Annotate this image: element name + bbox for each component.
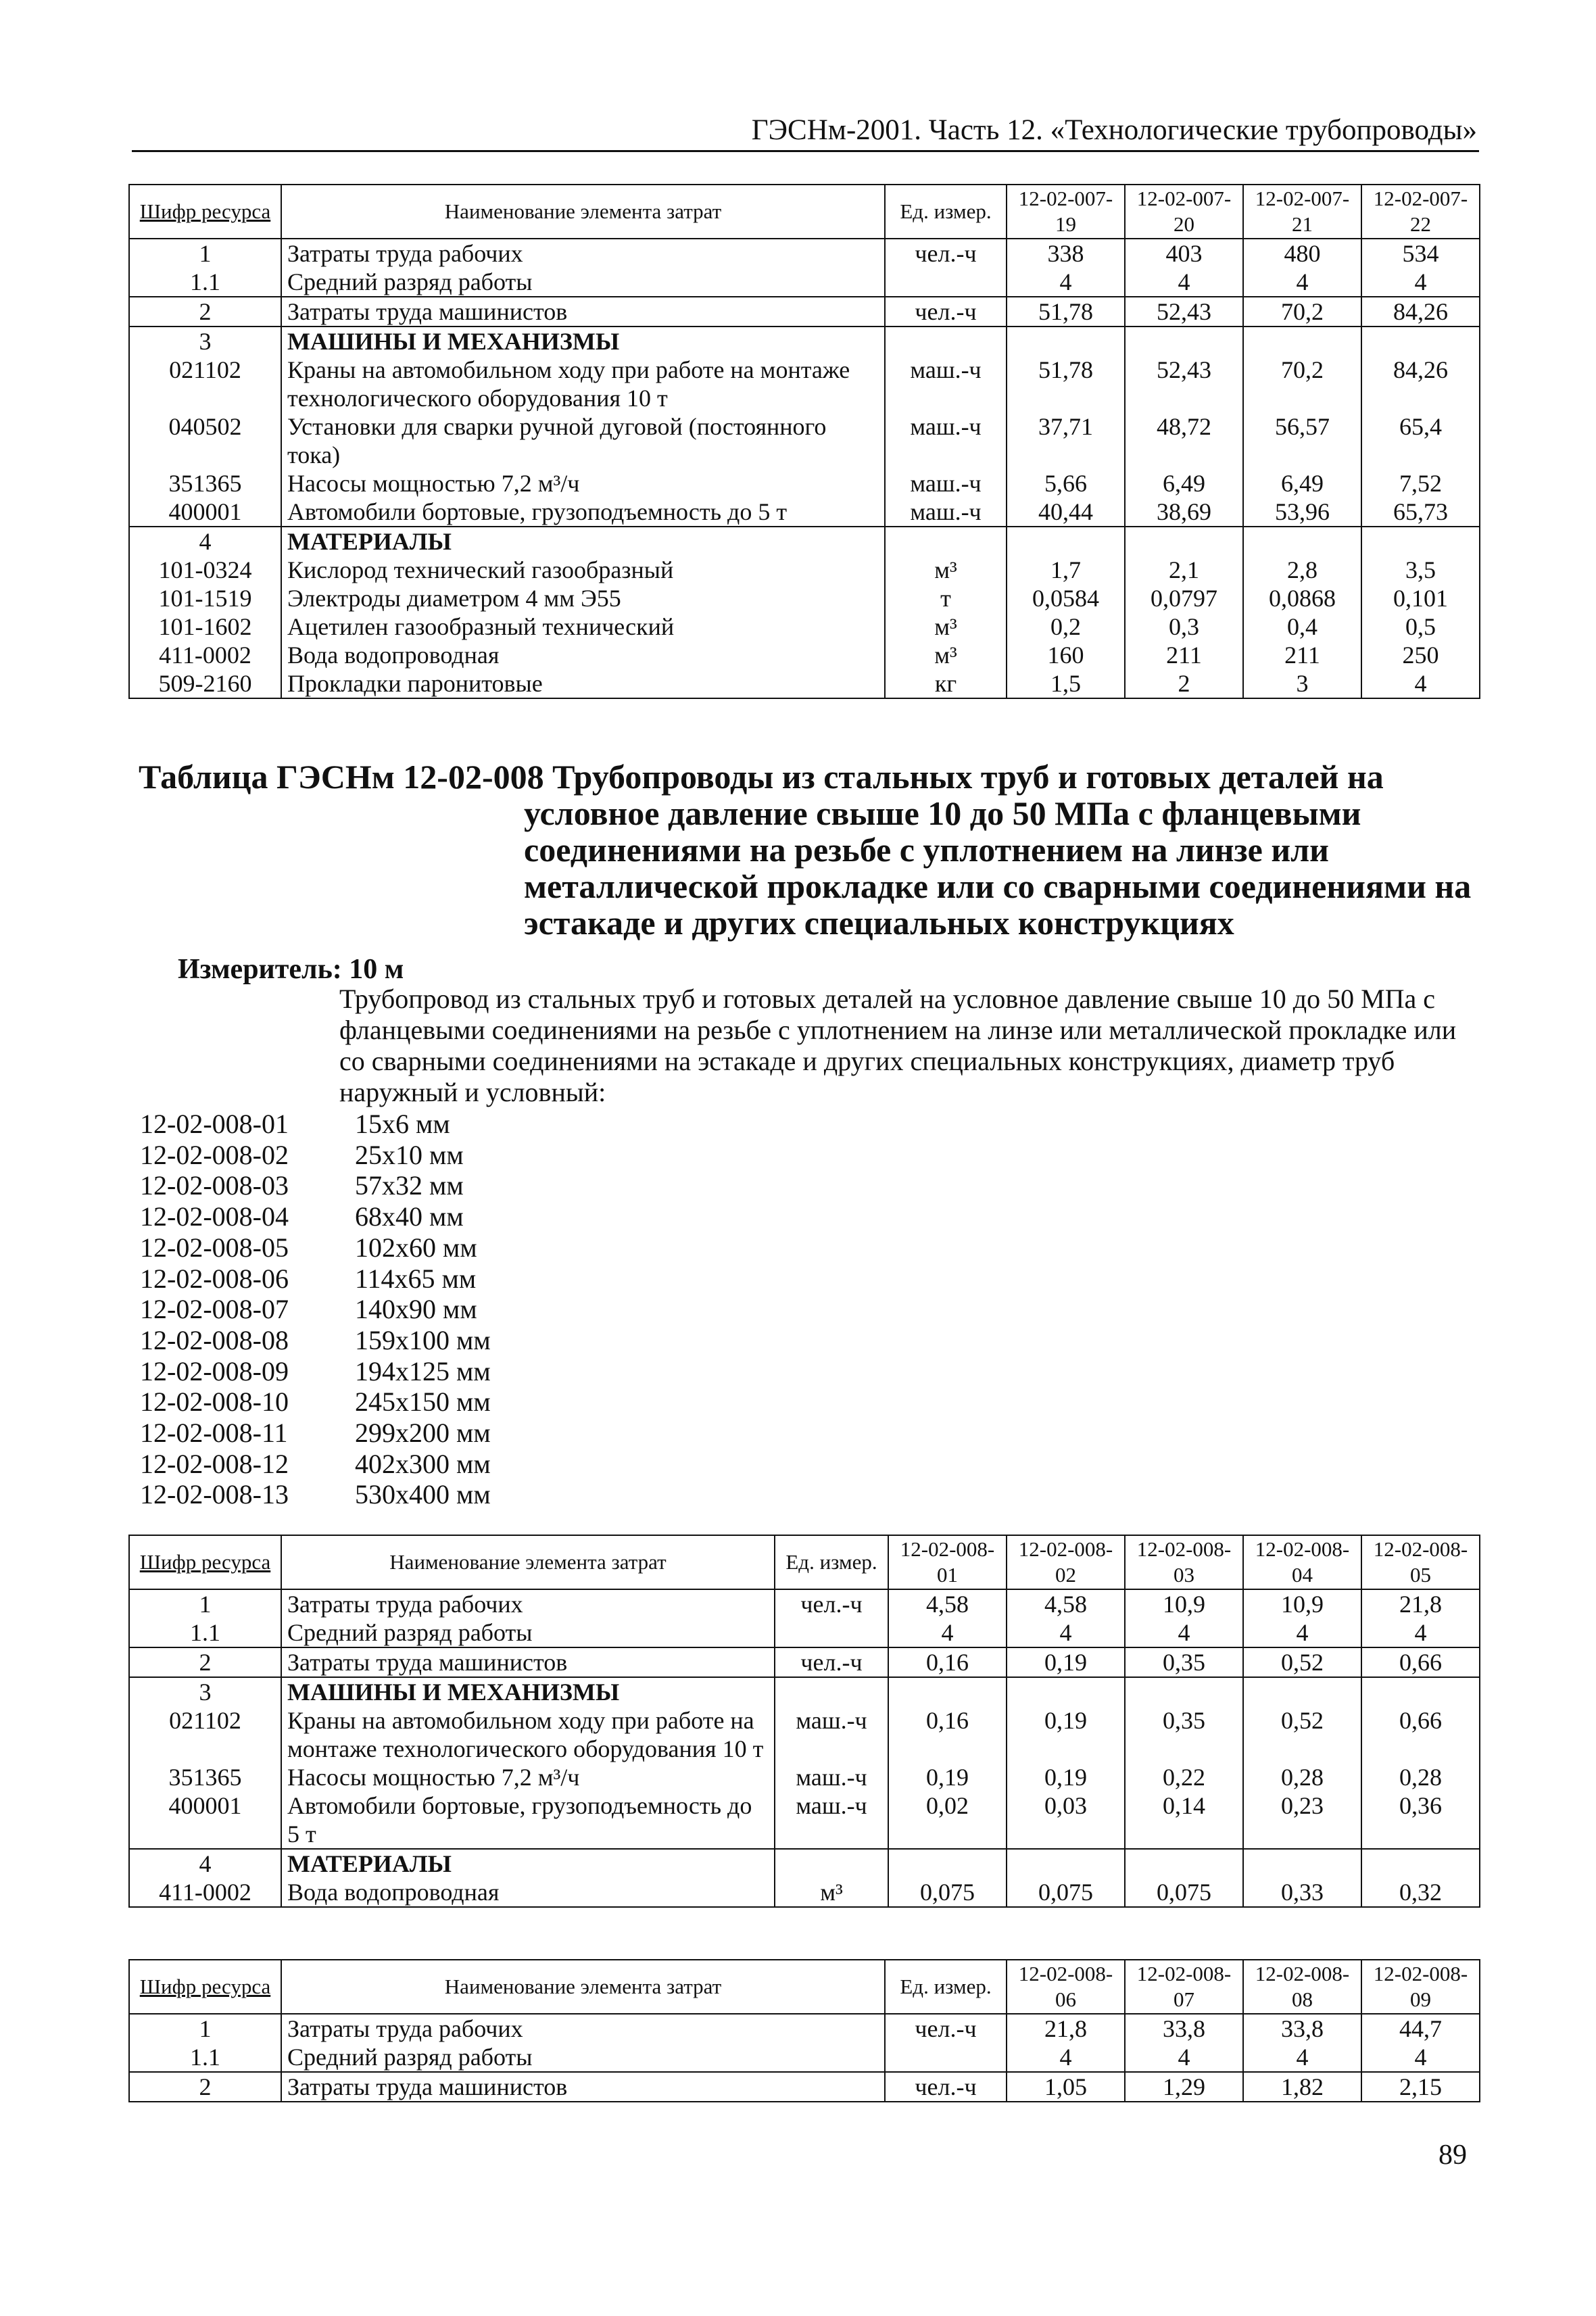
value-cell: 0,28 — [1361, 1763, 1480, 1791]
norm-item-list — [140, 1109, 491, 1510]
header-rule — [132, 150, 1479, 152]
value-cell: 0,0797 — [1125, 584, 1243, 612]
value-cell: 0,16 — [888, 1647, 1007, 1677]
col-header-code: Шифр ресурса — [129, 185, 281, 239]
norm-item-diameter: 194x125 мм — [355, 1355, 491, 1386]
col-header-norm: 12-02-007-22 — [1361, 185, 1480, 239]
value-cell: 2 — [1125, 669, 1243, 698]
value-cell: 0,36 — [1361, 1791, 1480, 1849]
unit-cell: м³ — [885, 641, 1007, 669]
value-cell: 21,8 — [1361, 1589, 1480, 1618]
value-cell: 53,96 — [1243, 498, 1361, 527]
table-row — [129, 2014, 1480, 2043]
norm-item-code: 12-02-008-09 — [140, 1355, 289, 1386]
table-row — [129, 2072, 1480, 2102]
value-cell: 0,52 — [1243, 1647, 1361, 1677]
col-header-unit: Ед. измер. — [775, 1535, 888, 1589]
value-cell: 0,02 — [888, 1791, 1007, 1849]
value-cell: 0,22 — [1125, 1763, 1243, 1791]
table-row — [129, 527, 1480, 556]
section-title — [139, 758, 1484, 941]
table-row — [129, 612, 1480, 641]
value-cell — [1007, 327, 1125, 356]
col-header-norm: 12-02-008-09 — [1361, 1960, 1480, 2014]
unit-cell: маш.-ч — [885, 469, 1007, 498]
norm-item-code: 12-02-008-05 — [140, 1232, 289, 1263]
cost-element-name: Затраты труда рабочих — [281, 1589, 775, 1618]
value-cell: 0,52 — [1243, 1706, 1361, 1763]
resource-code: 040502 — [129, 412, 281, 469]
value-cell: 338 — [1007, 239, 1125, 268]
norm-item-code: 12-02-008-06 — [140, 1263, 289, 1294]
value-cell: 4,58 — [1007, 1589, 1125, 1618]
resource-code: 1.1 — [129, 1618, 281, 1647]
value-cell — [1243, 327, 1361, 356]
resource-code: 351365 — [129, 1763, 281, 1791]
norm-item-code: 12-02-008-13 — [140, 1479, 289, 1510]
norm-item — [140, 1109, 491, 1140]
value-cell: 44,7 — [1361, 2014, 1480, 2043]
value-cell: 51,78 — [1007, 297, 1125, 327]
table-row — [129, 1589, 1480, 1618]
norm-item — [140, 1263, 491, 1295]
value-cell — [1361, 1849, 1480, 1878]
col-header-name: Наименование элемента затрат — [281, 1535, 775, 1589]
norm-item — [140, 1479, 491, 1510]
value-cell — [1125, 527, 1243, 556]
norm-item — [140, 1325, 491, 1356]
cost-element-name: Затраты труда машинистов — [281, 2072, 885, 2102]
norm-item — [140, 1140, 491, 1171]
page-number: 89 — [1438, 2140, 1467, 2171]
cost-element-name: Вода водопроводная — [281, 1878, 775, 1907]
value-cell: 0,3 — [1125, 612, 1243, 641]
value-cell — [1125, 1849, 1243, 1878]
value-cell: 52,43 — [1125, 297, 1243, 327]
resource-code: 509-2160 — [129, 669, 281, 698]
col-header-norm: 12-02-008-01 — [888, 1535, 1007, 1589]
unit-cell: чел.-ч — [885, 2072, 1007, 2102]
value-cell: 0,32 — [1361, 1878, 1480, 1907]
value-cell: 0,19 — [888, 1763, 1007, 1791]
cost-element-name: Насосы мощностью 7,2 м³/ч — [281, 469, 885, 498]
norm-item-diameter: 68x40 мм — [355, 1201, 464, 1232]
cost-element-name: Автомобили бортовые, грузоподъемность до 5 т — [281, 498, 885, 527]
value-cell: 84,26 — [1361, 356, 1480, 412]
norm-item — [140, 1449, 491, 1480]
col-header-unit: Ед. измер. — [885, 1960, 1007, 2014]
unit-cell: маш.-ч — [885, 498, 1007, 527]
table-row — [129, 641, 1480, 669]
value-cell: 211 — [1243, 641, 1361, 669]
table-row — [129, 239, 1480, 268]
table-row — [129, 556, 1480, 584]
unit-cell: чел.-ч — [775, 1589, 888, 1618]
unit-cell — [775, 1849, 888, 1878]
cost-element-name: МАШИНЫ И МЕХАНИЗМЫ — [281, 327, 885, 356]
value-cell: 1,05 — [1007, 2072, 1125, 2102]
norm-item-diameter: 159x100 мм — [355, 1324, 491, 1355]
cost-element-name: Средний разряд работы — [281, 268, 885, 297]
value-cell: 3 — [1243, 669, 1361, 698]
resource-code: 101-1602 — [129, 612, 281, 641]
norm-item-code: 12-02-008-11 — [140, 1418, 288, 1449]
value-cell: 4 — [1243, 268, 1361, 297]
col-header-code: Шифр ресурса — [129, 1960, 281, 2014]
col-header-name: Наименование элемента затрат — [281, 1960, 885, 2014]
value-cell: 4 — [1361, 2043, 1480, 2072]
value-cell: 4 — [1243, 2043, 1361, 2072]
unit-cell: чел.-ч — [885, 2014, 1007, 2043]
value-cell: 40,44 — [1007, 498, 1125, 527]
cost-element-name: Ацетилен газообразный технический — [281, 612, 885, 641]
unit-cell: чел.-ч — [885, 239, 1007, 268]
unit-cell: маш.-ч — [775, 1763, 888, 1791]
resource-code: 400001 — [129, 498, 281, 527]
table-row — [129, 1647, 1480, 1677]
cost-element-name: Краны на автомобильном ходу при работе на монтаже технологического оборудования 10 т — [281, 1706, 775, 1763]
value-cell: 0,23 — [1243, 1791, 1361, 1849]
value-cell: 48,72 — [1125, 412, 1243, 469]
col-header-norm: 12-02-008-08 — [1243, 1960, 1361, 2014]
col-header-norm: 12-02-007-19 — [1007, 185, 1125, 239]
table-row — [129, 1763, 1480, 1791]
unit-cell — [885, 327, 1007, 356]
value-cell: 10,9 — [1125, 1589, 1243, 1618]
value-cell: 4 — [1243, 1618, 1361, 1647]
value-cell: 1,82 — [1243, 2072, 1361, 2102]
norm-item-diameter: 299x200 мм — [355, 1418, 491, 1449]
unit-cell: чел.-ч — [775, 1647, 888, 1677]
resource-code: 400001 — [129, 1791, 281, 1849]
norm-item — [140, 1294, 491, 1325]
value-cell: 4 — [1125, 2043, 1243, 2072]
value-cell: 403 — [1125, 239, 1243, 268]
value-cell: 0,101 — [1361, 584, 1480, 612]
unit-cell — [885, 527, 1007, 556]
value-cell: 84,26 — [1361, 297, 1480, 327]
value-cell — [1243, 1849, 1361, 1878]
table-row — [129, 669, 1480, 698]
col-header-norm: 12-02-008-03 — [1125, 1535, 1243, 1589]
value-cell: 0,19 — [1007, 1706, 1125, 1763]
value-cell: 0,19 — [1007, 1647, 1125, 1677]
cost-element-name: Вода водопроводная — [281, 641, 885, 669]
norm-item-diameter: 102x60 мм — [355, 1232, 477, 1263]
unit-cell: м³ — [885, 556, 1007, 584]
resource-code: 021102 — [129, 356, 281, 412]
col-header-norm: 12-02-008-07 — [1125, 1960, 1243, 2014]
value-cell: 51,78 — [1007, 356, 1125, 412]
value-cell: 5,66 — [1007, 469, 1125, 498]
value-cell: 4 — [1361, 1618, 1480, 1647]
value-cell: 56,57 — [1243, 412, 1361, 469]
value-cell: 0,16 — [888, 1706, 1007, 1763]
table-row — [129, 1618, 1480, 1647]
table-row — [129, 268, 1480, 297]
value-cell: 0,075 — [888, 1878, 1007, 1907]
norm-item-code: 12-02-008-07 — [140, 1294, 289, 1325]
table-row — [129, 1849, 1480, 1878]
cost-element-name: МАТЕРИАЛЫ — [281, 1849, 775, 1878]
unit-cell: маш.-ч — [775, 1706, 888, 1763]
value-cell — [888, 1849, 1007, 1878]
col-header-name: Наименование элемента затрат — [281, 185, 885, 239]
resource-code: 1 — [129, 1589, 281, 1618]
norm-item-code: 12-02-008-02 — [140, 1139, 289, 1170]
value-cell: 21,8 — [1007, 2014, 1125, 2043]
value-cell — [1125, 1677, 1243, 1706]
unit-cell: т — [885, 584, 1007, 612]
value-cell: 2,8 — [1243, 556, 1361, 584]
value-cell: 0,19 — [1007, 1763, 1125, 1791]
norm-item-code: 12-02-008-08 — [140, 1324, 289, 1355]
norm-item — [140, 1418, 491, 1449]
unit-cell: маш.-ч — [775, 1791, 888, 1849]
resource-code: 4 — [129, 527, 281, 556]
cost-element-name: Насосы мощностью 7,2 м³/ч — [281, 1763, 775, 1791]
value-cell: 4 — [1125, 268, 1243, 297]
value-cell: 1,29 — [1125, 2072, 1243, 2102]
value-cell: 2,1 — [1125, 556, 1243, 584]
value-cell: 250 — [1361, 641, 1480, 669]
resource-code: 1.1 — [129, 2043, 281, 2072]
table-row — [129, 469, 1480, 498]
norm-item — [140, 1170, 491, 1201]
value-cell — [1361, 1677, 1480, 1706]
value-cell: 0,14 — [1125, 1791, 1243, 1849]
value-cell: 1,5 — [1007, 669, 1125, 698]
unit-cell — [885, 2043, 1007, 2072]
col-header-unit: Ед. измер. — [885, 185, 1007, 239]
value-cell: 0,35 — [1125, 1706, 1243, 1763]
value-cell: 0,03 — [1007, 1791, 1125, 1849]
value-cell: 0,2 — [1007, 612, 1125, 641]
value-cell: 33,8 — [1125, 2014, 1243, 2043]
value-cell: 6,49 — [1125, 469, 1243, 498]
resource-table-008-b — [128, 1959, 1480, 2102]
resource-code: 3 — [129, 1677, 281, 1706]
value-cell: 4 — [1361, 669, 1480, 698]
resource-table-007 — [128, 184, 1480, 699]
value-cell: 52,43 — [1125, 356, 1243, 412]
value-cell: 7,52 — [1361, 469, 1480, 498]
value-cell — [1243, 1677, 1361, 1706]
cost-element-name: Автомобили бортовые, грузоподъемность до 5 т — [281, 1791, 775, 1849]
resource-code: 2 — [129, 2072, 281, 2102]
value-cell: 2,15 — [1361, 2072, 1480, 2102]
unit-cell — [775, 1618, 888, 1647]
value-cell: 70,2 — [1243, 297, 1361, 327]
value-cell: 65,4 — [1361, 412, 1480, 469]
table-row — [129, 412, 1480, 469]
value-cell: 534 — [1361, 239, 1480, 268]
col-header-norm: 12-02-008-04 — [1243, 1535, 1361, 1589]
table-row — [129, 584, 1480, 612]
col-header-norm: 12-02-008-05 — [1361, 1535, 1480, 1589]
norm-item-diameter: 15x6 мм — [355, 1109, 450, 1139]
running-header: ГЭСНм-2001. Часть 12. «Технологические трубопроводы» — [751, 114, 1477, 146]
cost-element-name: Средний разряд работы — [281, 1618, 775, 1647]
col-header-code: Шифр ресурса — [129, 1535, 281, 1589]
value-cell — [1007, 1677, 1125, 1706]
cost-element-name: МАШИНЫ И МЕХАНИЗМЫ — [281, 1677, 775, 1706]
value-cell: 33,8 — [1243, 2014, 1361, 2043]
value-cell: 10,9 — [1243, 1589, 1361, 1618]
resource-code: 2 — [129, 1647, 281, 1677]
value-cell: 4 — [888, 1618, 1007, 1647]
value-cell: 65,73 — [1361, 498, 1480, 527]
resource-code: 1 — [129, 239, 281, 268]
value-cell: 70,2 — [1243, 356, 1361, 412]
value-cell — [1007, 1849, 1125, 1878]
resource-code: 3 — [129, 327, 281, 356]
norm-item-code: 12-02-008-03 — [140, 1170, 289, 1201]
norm-item-diameter: 57x32 мм — [355, 1170, 464, 1201]
cost-element-name: МАТЕРИАЛЫ — [281, 527, 885, 556]
value-cell: 480 — [1243, 239, 1361, 268]
cost-element-name: Краны на автомобильном ходу при работе на монтаже технологического оборудования 10 т — [281, 356, 885, 412]
table-row — [129, 2043, 1480, 2072]
value-cell: 211 — [1125, 641, 1243, 669]
unit-cell: маш.-ч — [885, 412, 1007, 469]
section-title-continuation: условное давление свыше 10 до 50 МПа с фланцевыми соединениями на резьбе с уплотнением на линзе или металлической прокладке или со сварными соединениями на эстакаде и других специальных конструкциях — [524, 794, 1472, 942]
value-cell: 0,66 — [1361, 1647, 1480, 1677]
norm-item-diameter: 245x150 мм — [355, 1386, 491, 1418]
value-cell: 0,33 — [1243, 1878, 1361, 1907]
norm-item — [140, 1232, 491, 1263]
value-cell — [1361, 327, 1480, 356]
cost-element-name: Установки для сварки ручной дуговой (постоянного тока) — [281, 412, 885, 469]
value-cell: 0,4 — [1243, 612, 1361, 641]
cost-element-name: Электроды диаметром 4 мм Э55 — [281, 584, 885, 612]
resource-code: 021102 — [129, 1706, 281, 1763]
col-header-norm: 12-02-007-20 — [1125, 185, 1243, 239]
value-cell: 160 — [1007, 641, 1125, 669]
resource-code: 1 — [129, 2014, 281, 2043]
norm-item-diameter: 530x400 мм — [355, 1479, 491, 1510]
resource-code: 2 — [129, 297, 281, 327]
resource-table-008-a — [128, 1535, 1480, 1908]
unit-cell: чел.-ч — [885, 297, 1007, 327]
value-cell: 4 — [1007, 268, 1125, 297]
cost-element-name: Затраты труда машинистов — [281, 297, 885, 327]
norm-item-diameter: 25x10 мм — [355, 1139, 464, 1170]
value-cell: 0,28 — [1243, 1763, 1361, 1791]
resource-code: 411-0002 — [129, 641, 281, 669]
resource-code: 351365 — [129, 469, 281, 498]
unit-cell: маш.-ч — [885, 356, 1007, 412]
cost-element-name: Средний разряд работы — [281, 2043, 885, 2072]
section-description: Трубопровод из стальных труб и готовых деталей на условное давление свыше 10 до 50 МПа с фланцевыми соединениями на резьбе с уплотнением на линзе или металлической прокладке или со сварными соединениями на эстакаде и других специальных конструкциях, диаметр труб наружный и условный: — [339, 984, 1457, 1107]
measure-unit: Измеритель: 10 м — [178, 954, 404, 985]
col-header-norm: 12-02-007-21 — [1243, 185, 1361, 239]
unit-cell: кг — [885, 669, 1007, 698]
norm-item-code: 12-02-008-04 — [140, 1201, 289, 1232]
norm-item-code: 12-02-008-10 — [140, 1386, 289, 1418]
value-cell — [1361, 527, 1480, 556]
norm-item-code: 12-02-008-01 — [140, 1109, 289, 1139]
cost-element-name: Затраты труда рабочих — [281, 2014, 885, 2043]
value-cell: 4 — [1007, 1618, 1125, 1647]
value-cell: 4 — [1361, 268, 1480, 297]
value-cell: 0,5 — [1361, 612, 1480, 641]
table-row — [129, 1791, 1480, 1849]
table-row — [129, 356, 1480, 412]
cost-element-name: Затраты труда рабочих — [281, 239, 885, 268]
table-row — [129, 1677, 1480, 1706]
resource-code: 101-0324 — [129, 556, 281, 584]
value-cell — [1125, 327, 1243, 356]
value-cell — [1007, 527, 1125, 556]
cost-element-name: Кислород технический газообразный — [281, 556, 885, 584]
table-row — [129, 297, 1480, 327]
norm-item — [140, 1386, 491, 1418]
resource-code: 411-0002 — [129, 1878, 281, 1907]
value-cell: 0,0584 — [1007, 584, 1125, 612]
value-cell: 0,075 — [1125, 1878, 1243, 1907]
norm-item-diameter: 140x90 мм — [355, 1294, 477, 1325]
table-row — [129, 498, 1480, 527]
value-cell: 1,7 — [1007, 556, 1125, 584]
col-header-norm: 12-02-008-02 — [1007, 1535, 1125, 1589]
value-cell: 6,49 — [1243, 469, 1361, 498]
value-cell: 3,5 — [1361, 556, 1480, 584]
table-row — [129, 327, 1480, 356]
cost-element-name: Прокладки паронитовые — [281, 669, 885, 698]
norm-item — [140, 1356, 491, 1387]
unit-cell: м³ — [885, 612, 1007, 641]
value-cell: 4 — [1125, 1618, 1243, 1647]
resource-code: 101-1519 — [129, 584, 281, 612]
table-row — [129, 1706, 1480, 1763]
value-cell: 0,075 — [1007, 1878, 1125, 1907]
value-cell: 0,66 — [1361, 1706, 1480, 1763]
value-cell: 4,58 — [888, 1589, 1007, 1618]
value-cell: 37,71 — [1007, 412, 1125, 469]
value-cell: 4 — [1007, 2043, 1125, 2072]
unit-cell: м³ — [775, 1878, 888, 1907]
norm-item — [140, 1201, 491, 1232]
value-cell: 0,35 — [1125, 1647, 1243, 1677]
col-header-norm: 12-02-008-06 — [1007, 1960, 1125, 2014]
value-cell — [888, 1677, 1007, 1706]
norm-item-diameter: 114x65 мм — [355, 1263, 477, 1294]
cost-element-name: Затраты труда машинистов — [281, 1647, 775, 1677]
unit-cell — [885, 268, 1007, 297]
table-row — [129, 1878, 1480, 1907]
norm-item-code: 12-02-008-12 — [140, 1448, 289, 1479]
section-title-line: Таблица ГЭСНм 12-02-008 Трубопроводы из стальных труб и готовых деталей на — [139, 758, 1384, 796]
value-cell — [1243, 527, 1361, 556]
norm-item-diameter: 402x300 мм — [355, 1448, 491, 1479]
value-cell: 0,0868 — [1243, 584, 1361, 612]
resource-code: 4 — [129, 1849, 281, 1878]
value-cell: 38,69 — [1125, 498, 1243, 527]
unit-cell — [775, 1677, 888, 1706]
resource-code: 1.1 — [129, 268, 281, 297]
